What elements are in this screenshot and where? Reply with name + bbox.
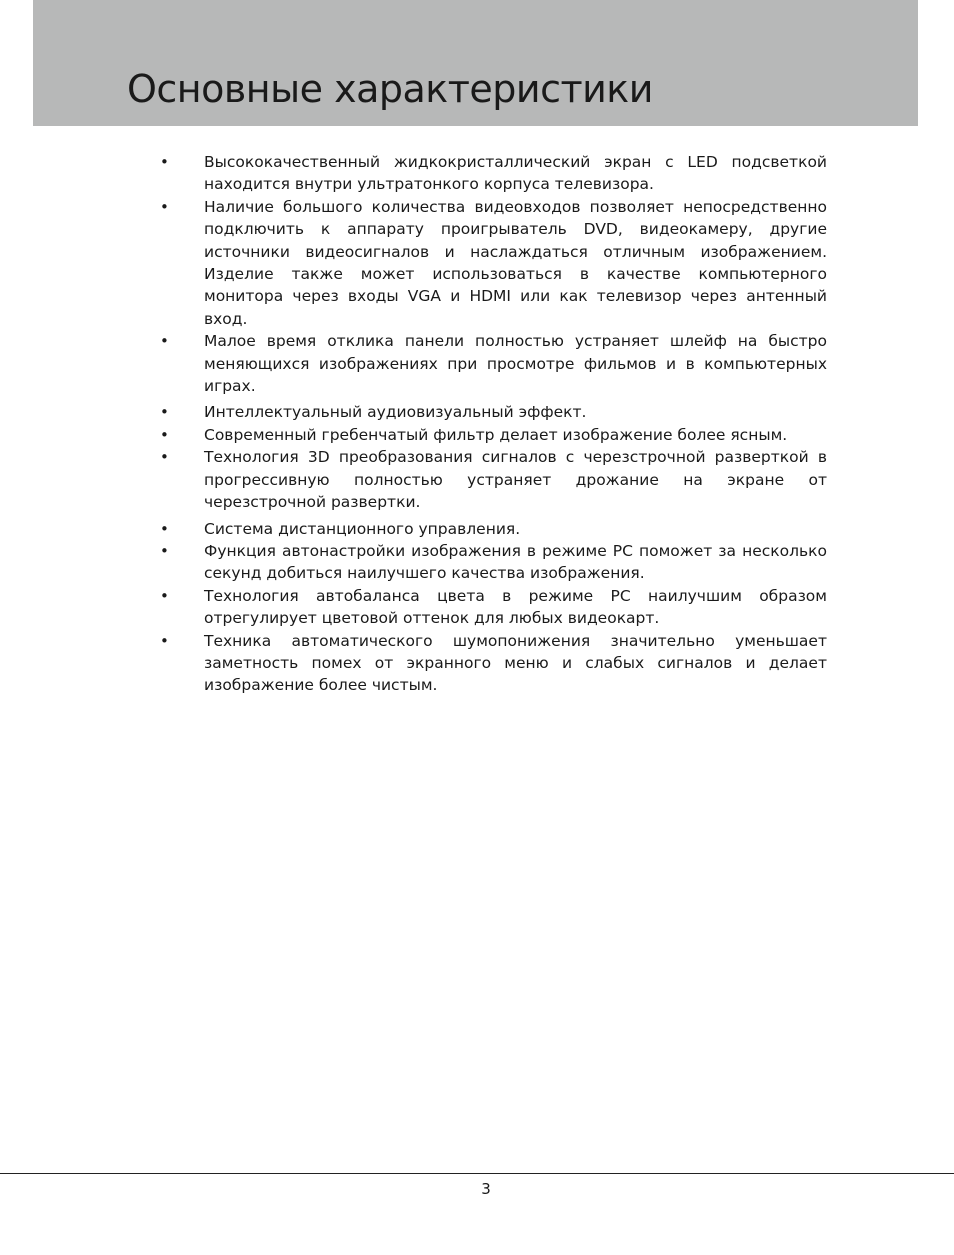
feature-list bbox=[160, 151, 827, 697]
list-item bbox=[160, 401, 827, 423]
list-item-text: Технология 3D преобразования сигналов с черезстрочной разверткой в прогрессивную полностью устраняет дрожание на экране от черезстрочной развертки. bbox=[204, 448, 827, 512]
list-item-text: Технология автобаланса цвета в режиме PC наилучшим образом отрегулирует цветовой оттенок для любых видеокарт. bbox=[204, 586, 827, 628]
bullet-icon: • bbox=[160, 197, 169, 216]
page-title: Основные характеристики bbox=[127, 67, 653, 111]
list-item-text: Интеллектуальный аудиовизуальный эффект. bbox=[204, 403, 587, 422]
page-number: 3 bbox=[481, 1180, 491, 1198]
list-item-text: Современный гребенчатый фильтр делает изображение более ясным. bbox=[204, 425, 788, 444]
bullet-icon: • bbox=[160, 153, 169, 171]
bullet-icon: • bbox=[160, 631, 169, 650]
bullet-icon: • bbox=[160, 541, 169, 560]
bullet-icon: • bbox=[160, 519, 169, 538]
list-item bbox=[160, 630, 827, 697]
list-item-text: Наличие большого количества видеовходов позволяет непосредственно подключить к аппарату проигрыватель DVD, видеокамеру, другие источники видеосигналов и наслаждаться отличным изображением. Изделие также может использоваться в качестве компьютерного монитора через входы VGA и HDMI или как телевизор через антенный вход. bbox=[204, 197, 827, 328]
list-item bbox=[160, 518, 827, 540]
list-item bbox=[160, 446, 827, 513]
list-item-text: Малое время отклика панели полностью устраняет шлейф на быстро меняющихся изображениях при просмотре фильмов и в компьютерных играх. bbox=[204, 332, 827, 396]
list-item-text: Высококачественный жидкокристаллический экран с LED подсветкой находится внутри ультратонкого корпуса телевизора. bbox=[204, 153, 827, 194]
list-item bbox=[160, 196, 827, 330]
list-item bbox=[160, 151, 827, 196]
bullet-icon: • bbox=[160, 332, 169, 351]
list-item bbox=[160, 540, 827, 585]
list-item-text: Функция автонастройки изображения в режиме PC поможет за несколько секунд добиться наилучшего качества изображения. bbox=[204, 541, 827, 583]
bullet-icon: • bbox=[160, 425, 169, 444]
bullet-icon: • bbox=[160, 586, 169, 605]
list-item bbox=[160, 585, 827, 630]
bullet-icon: • bbox=[160, 448, 169, 467]
list-item bbox=[160, 330, 827, 397]
bullet-icon: • bbox=[160, 403, 169, 422]
list-item bbox=[160, 424, 827, 446]
footer-divider bbox=[0, 1173, 954, 1174]
list-item-text: Техника автоматического шумопонижения значительно уменьшает заметность помех от экранного меню и слабых сигналов и делает изображение более чистым. bbox=[204, 631, 827, 695]
list-item-text: Система дистанционного управления. bbox=[204, 519, 521, 538]
